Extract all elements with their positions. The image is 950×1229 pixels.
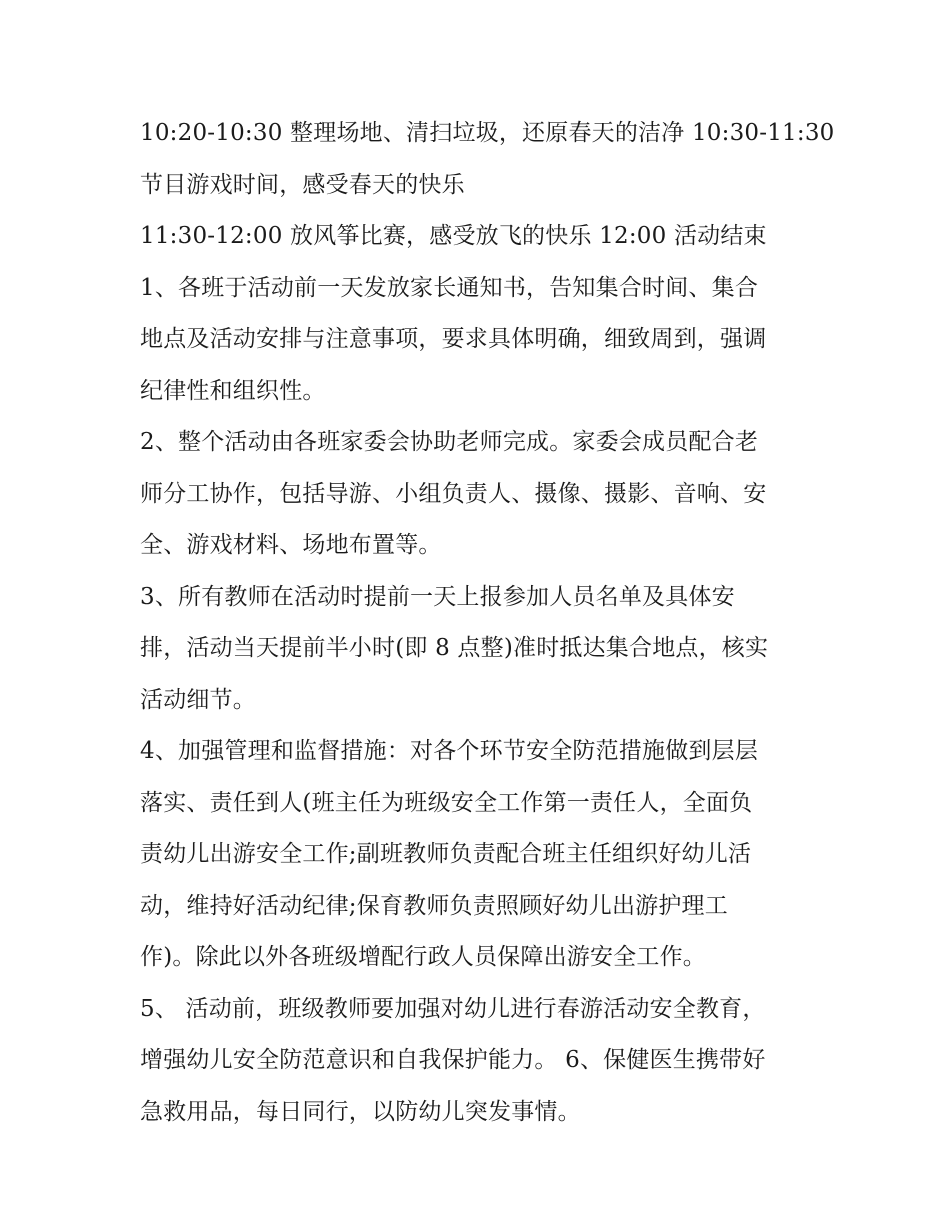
text-line: 师分工协作，包括导游、小组负责人、摄像、摄影、音响、安 <box>140 480 767 507</box>
text-line: 10:20-10:30 整理场地、清扫垃圾，还原春天的洁净 10:30-11:30 <box>140 120 835 146</box>
text-line: 急救用品，每日同行，以防幼儿突发事情。 <box>140 1098 581 1125</box>
text-line: 全、游戏材料、场地布置等。 <box>140 532 442 558</box>
text-line: 排，活动当天提前半小时(即 8 点整)准时抵达集合地点，核实 <box>140 635 769 661</box>
text-line: 落实、责任到人(班主任为班级安全工作第一责任人，全面负 <box>140 789 753 816</box>
text-line: 纪律性和组织性。 <box>140 377 326 404</box>
text-line: 1、各班于活动前一天发放家长通知书，告知集合时间、集合 <box>140 274 759 301</box>
text-line: 3、所有教师在活动时提前一天上报参加人员名单及具体安 <box>140 583 735 610</box>
text-line: 4、加强管理和监督措施：对各个环节安全防范措施做到层层 <box>140 738 759 764</box>
text-line: 增强幼儿安全防范意识和自我保护能力。 6、保健医生携带好 <box>140 1047 766 1073</box>
text-line: 5、 活动前，班级教师要加强对幼儿进行春游活动安全教育， <box>140 995 766 1022</box>
text-line: 作)。除此以外各班级增配行政人员保障出游安全工作。 <box>140 944 706 970</box>
text-line: 2、整个活动由各班家委会协助老师完成。家委会成员配合老 <box>140 429 759 455</box>
text-line: 活动细节。 <box>140 686 256 713</box>
text-line: 节目游戏时间，感受春天的快乐 <box>140 171 465 198</box>
text-line: 责幼儿出游安全工作;副班教师负责配合班主任组织好幼儿活 <box>140 841 752 867</box>
text-line: 11:30-12:00 放风筝比赛，感受放飞的快乐 12:00 活动结束 <box>140 223 767 249</box>
document-body <box>140 108 835 1138</box>
text-line: 动，维持好活动纪律;保育教师负责照顾好幼儿出游护理工 <box>140 892 728 919</box>
text-line: 地点及活动安排与注意事项，要求具体明确，细致周到，强调 <box>140 326 767 352</box>
